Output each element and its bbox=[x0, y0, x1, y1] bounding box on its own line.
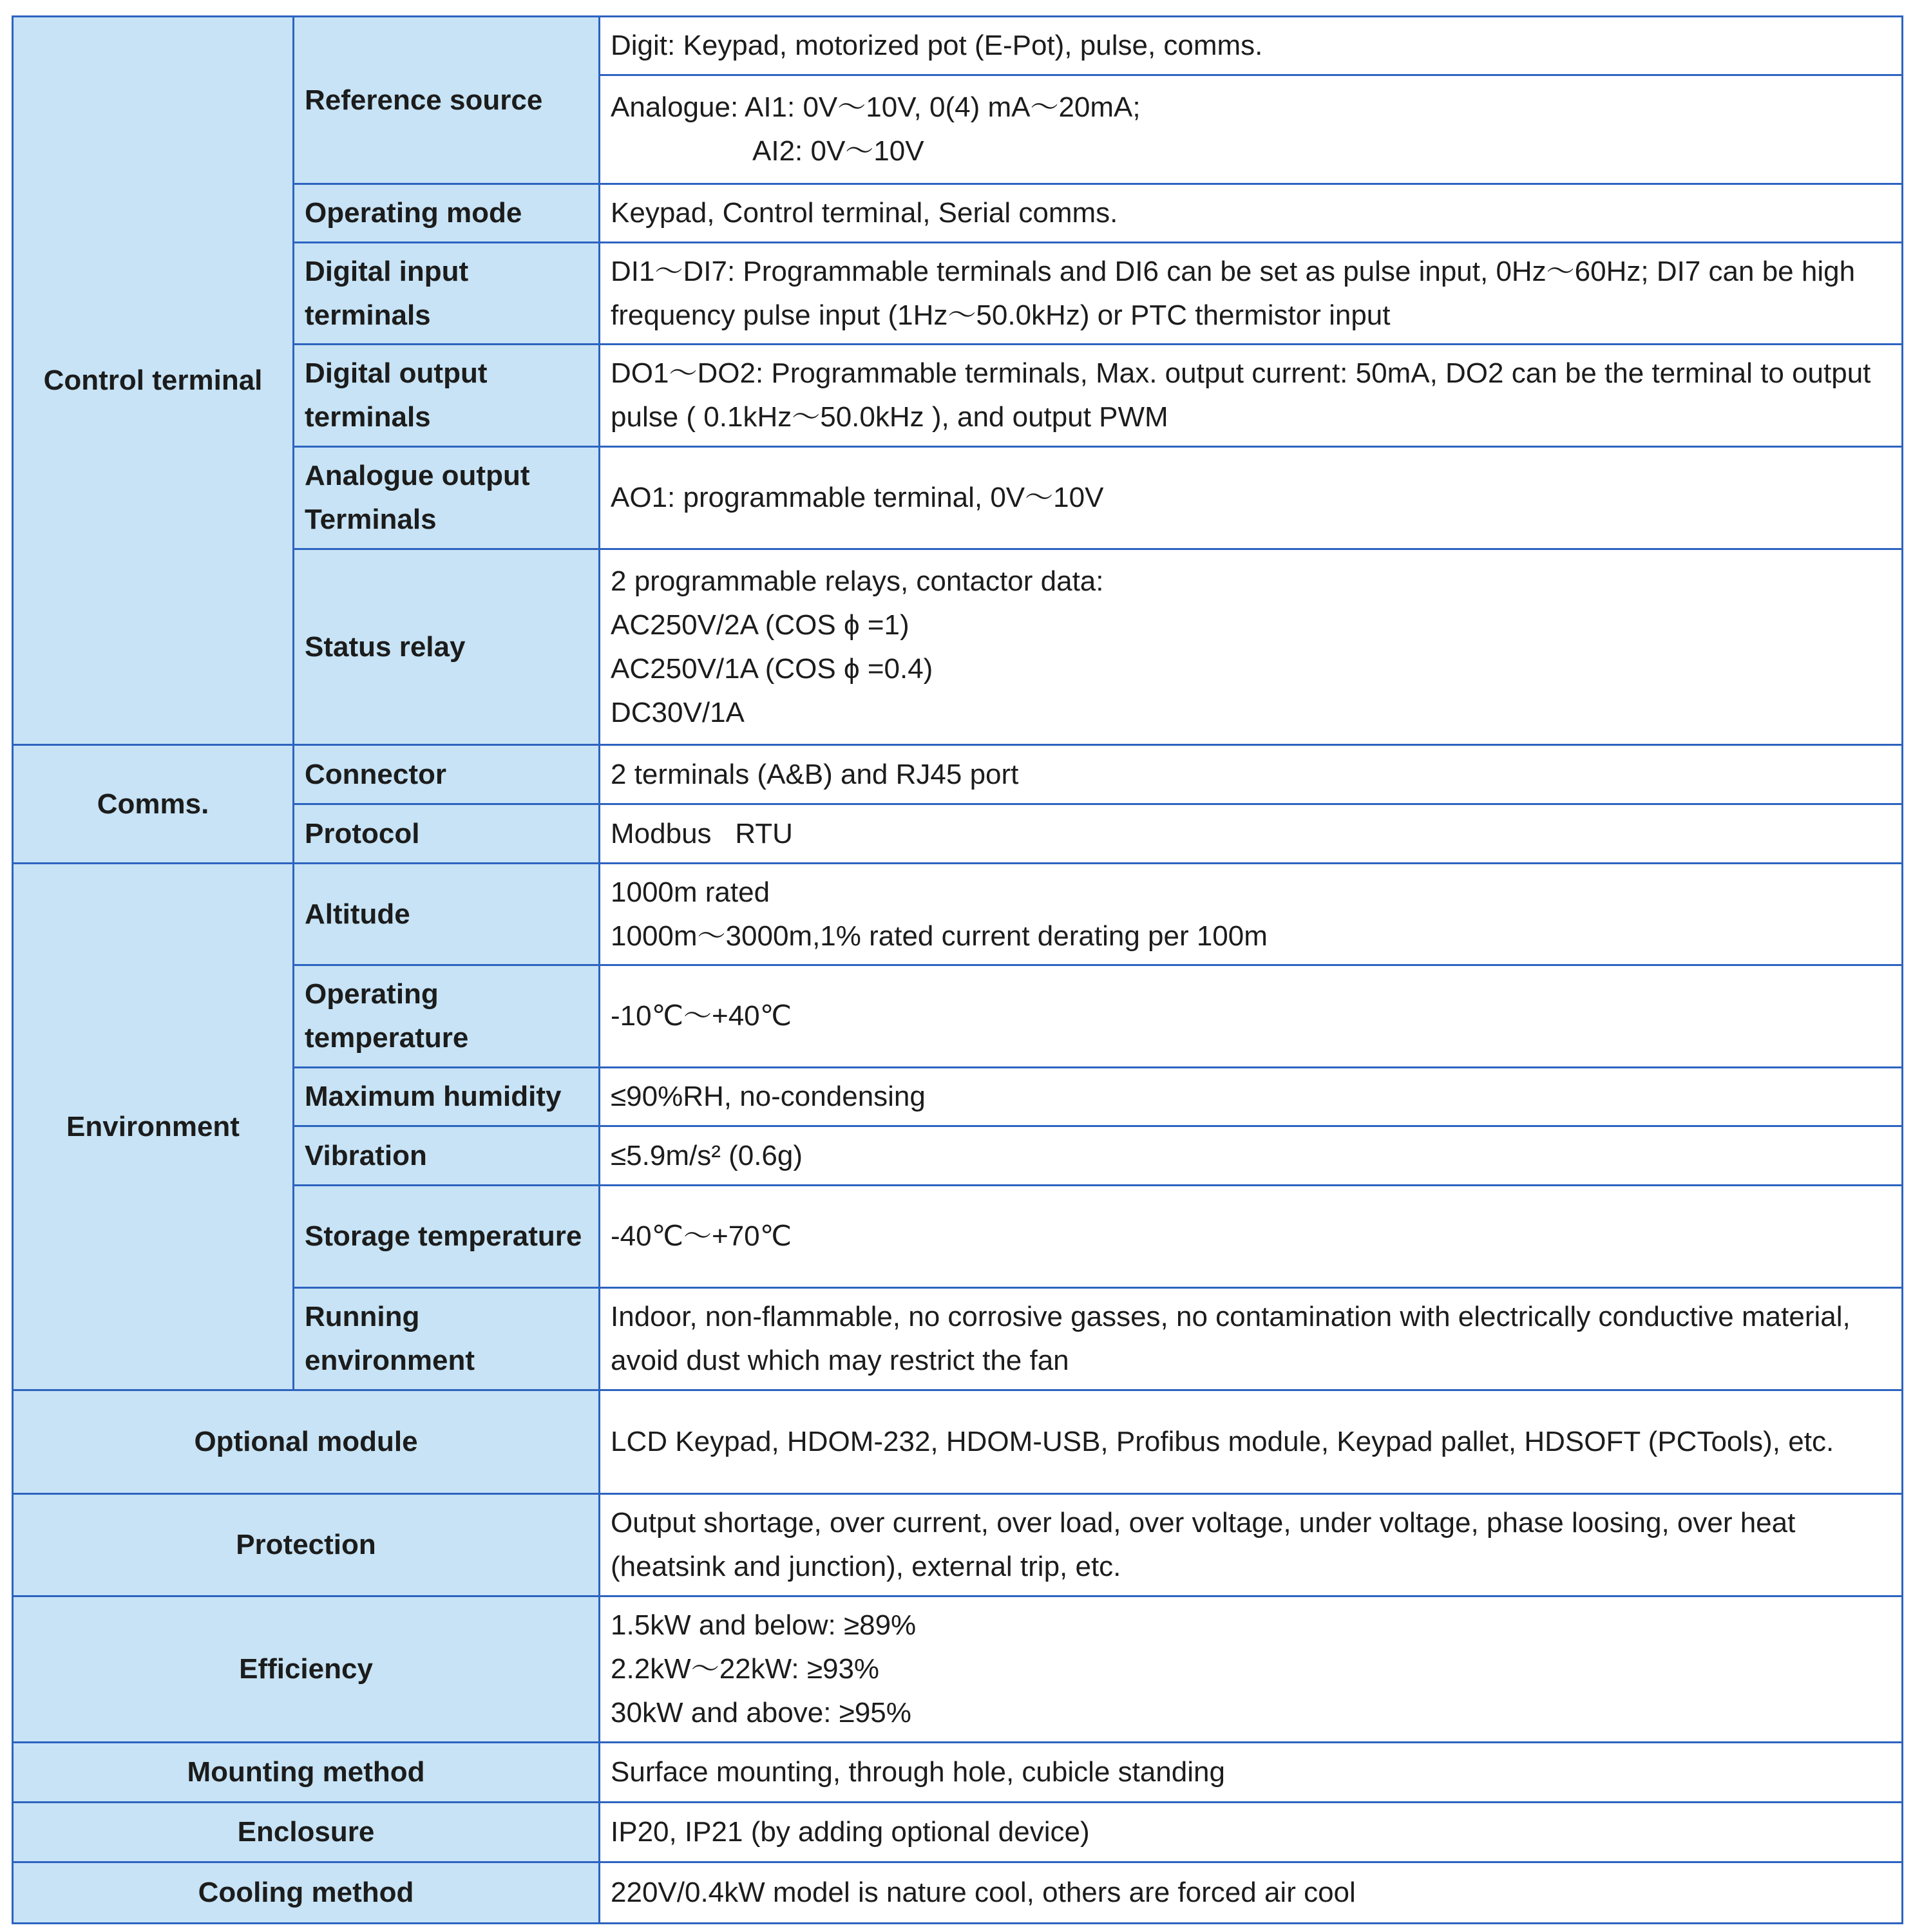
efficiency-line: 2.2kW～22kW: ≥93% bbox=[611, 1653, 880, 1685]
table-row bbox=[13, 1494, 1903, 1596]
value-operating-temperature: -10℃～+40℃ bbox=[600, 965, 1903, 1068]
value-operating-mode: Keypad, Control terminal, Serial comms. bbox=[600, 184, 1903, 243]
label-operating-temperature: Operating temperature bbox=[294, 965, 600, 1068]
table-row bbox=[13, 1803, 1903, 1862]
altitude-line: 1000m rated bbox=[611, 876, 770, 908]
label-status-relay: Status relay bbox=[294, 549, 600, 745]
analogue-line-2: AI2: 0V～10V bbox=[752, 135, 924, 167]
value-storage-temperature: -40℃～+70℃ bbox=[600, 1186, 1903, 1288]
value-status-relay bbox=[600, 549, 1903, 745]
label-vibration: Vibration bbox=[294, 1126, 600, 1186]
label-reference-source: Reference source bbox=[294, 17, 600, 184]
category-environment: Environment bbox=[13, 864, 294, 1390]
table-row bbox=[13, 1390, 1903, 1494]
analogue-line-1: Analogue: AI1: 0V～10V, 0(4) mA～20mA; bbox=[611, 91, 1141, 123]
spec-table-container bbox=[12, 15, 1901, 1924]
value-efficiency bbox=[600, 1596, 1903, 1743]
category-control-terminal: Control terminal bbox=[13, 17, 294, 745]
label-enclosure: Enclosure bbox=[13, 1803, 600, 1862]
table-row bbox=[13, 345, 1903, 447]
label-protocol: Protocol bbox=[294, 804, 600, 864]
relay-line: DC30V/1A bbox=[611, 696, 745, 728]
value-vibration: ≤5.9m/s² (0.6g) bbox=[600, 1126, 1903, 1186]
relay-line: AC250V/1A (COS ϕ =0.4) bbox=[611, 652, 933, 685]
efficiency-line: 30kW and above: ≥95% bbox=[611, 1697, 911, 1728]
label-mounting-method: Mounting method bbox=[13, 1743, 600, 1803]
table-row bbox=[13, 965, 1903, 1068]
value-protection: Output shortage, over current, over load, over voltage, under voltage, phase loosing, over heat (heatsink and junction), external trip, etc. bbox=[600, 1494, 1903, 1596]
table-row bbox=[13, 1186, 1903, 1288]
table-row bbox=[13, 864, 1903, 965]
table-row bbox=[13, 1288, 1903, 1390]
label-analogue-output: Analogue output Terminals bbox=[294, 447, 600, 549]
table-row bbox=[13, 447, 1903, 549]
value-cooling-method: 220V/0.4kW model is nature cool, others are forced air cool bbox=[600, 1862, 1903, 1924]
label-digital-output: Digital output terminals bbox=[294, 345, 600, 447]
label-storage-temperature: Storage temperature bbox=[294, 1186, 600, 1288]
label-efficiency: Efficiency bbox=[13, 1596, 600, 1743]
table-row bbox=[13, 243, 1903, 345]
label-protection: Protection bbox=[13, 1494, 600, 1596]
altitude-line: 1000m～3000m,1% rated current derating per 100m bbox=[611, 920, 1268, 952]
value-digital-output: DO1～DO2: Programmable terminals, Max. output current: 50mA, DO2 can be the terminal to output pulse ( 0.1kHz～50.0kHz ), and output PWM bbox=[600, 345, 1903, 447]
label-altitude: Altitude bbox=[294, 864, 600, 965]
value-mounting-method: Surface mounting, through hole, cubicle standing bbox=[600, 1743, 1903, 1803]
label-maximum-humidity: Maximum humidity bbox=[294, 1068, 600, 1126]
value-reference-digit: Digit: Keypad, motorized pot (E-Pot), pulse, comms. bbox=[600, 17, 1903, 75]
value-digital-input: DI1～DI7: Programmable terminals and DI6 can be set as pulse input, 0Hz～60Hz; DI7 can be high frequency pulse input (1Hz～50.0kHz) or PTC thermistor input bbox=[600, 243, 1903, 345]
table-row bbox=[13, 804, 1903, 864]
value-enclosure: IP20, IP21 (by adding optional device) bbox=[600, 1803, 1903, 1862]
table-row bbox=[13, 745, 1903, 804]
value-protocol: Modbus RTU bbox=[600, 804, 1903, 864]
table-row bbox=[13, 184, 1903, 243]
relay-line: AC250V/2A (COS ϕ =1) bbox=[611, 609, 909, 641]
relay-line: 2 programmable relays, contactor data: bbox=[611, 565, 1104, 597]
table-row bbox=[13, 1743, 1903, 1803]
value-optional-module: LCD Keypad, HDOM-232, HDOM-USB, Profibus module, Keypad pallet, HDSOFT (PCTools), etc. bbox=[600, 1390, 1903, 1494]
value-maximum-humidity: ≤90%RH, no-condensing bbox=[600, 1068, 1903, 1126]
value-running-environment: Indoor, non-flammable, no corrosive gasses, no contamination with electrically conductive material, avoid dust which may restrict the fan bbox=[600, 1288, 1903, 1390]
label-digital-input: Digital input terminals bbox=[294, 243, 600, 345]
category-comms: Comms. bbox=[13, 745, 294, 864]
specification-table bbox=[12, 15, 1903, 1924]
value-connector: 2 terminals (A&B) and RJ45 port bbox=[600, 745, 1903, 804]
table-row bbox=[13, 1068, 1903, 1126]
table-row bbox=[13, 549, 1903, 745]
value-reference-analogue bbox=[600, 75, 1903, 184]
value-altitude bbox=[600, 864, 1903, 965]
efficiency-line: 1.5kW and below: ≥89% bbox=[611, 1609, 917, 1641]
label-connector: Connector bbox=[294, 745, 600, 804]
table-row bbox=[13, 17, 1903, 75]
label-operating-mode: Operating mode bbox=[294, 184, 600, 243]
table-row bbox=[13, 1862, 1903, 1924]
label-cooling-method: Cooling method bbox=[13, 1862, 600, 1924]
label-running-environment: Running environment bbox=[294, 1288, 600, 1390]
table-row bbox=[13, 1126, 1903, 1186]
value-analogue-output: AO1: programmable terminal, 0V～10V bbox=[600, 447, 1903, 549]
label-optional-module: Optional module bbox=[13, 1390, 600, 1494]
table-row bbox=[13, 1596, 1903, 1743]
